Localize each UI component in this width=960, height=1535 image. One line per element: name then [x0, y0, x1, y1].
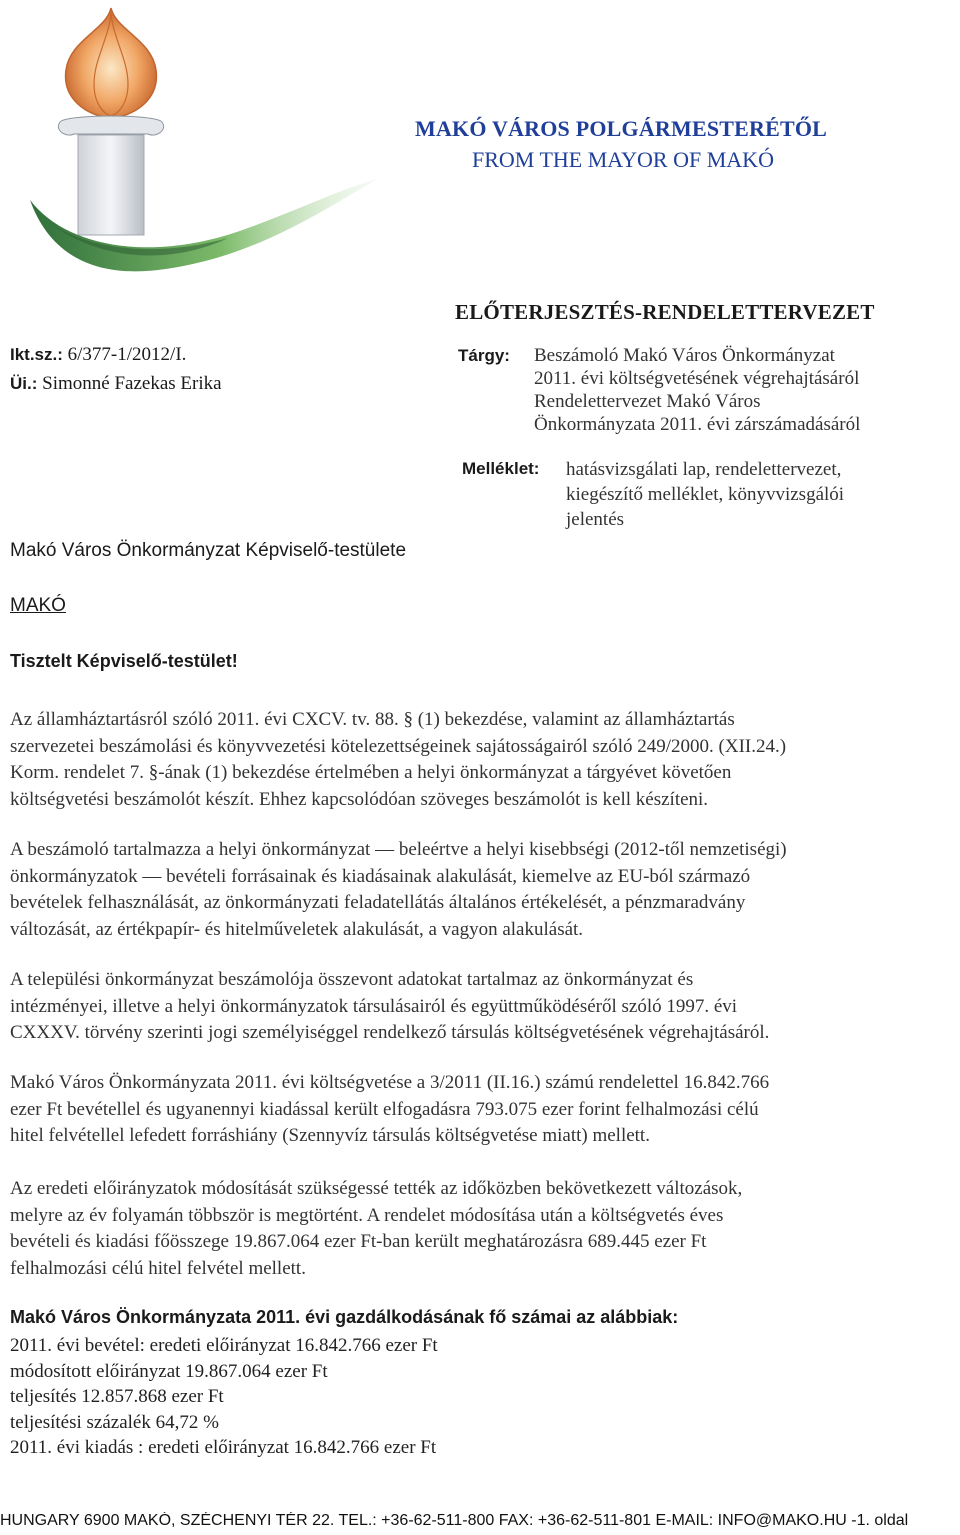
document-title: ELŐTERJESZTÉS-RENDELETTERVEZET — [455, 300, 875, 324]
summary-line: módosított előirányzat 19.867.064 ezer Ft — [10, 1360, 328, 1382]
paragraph-line: Korm. rendelet 7. §-ának (1) bekezdése értelmében a helyi önkormányzat a tárgyévet követően — [10, 762, 732, 783]
paragraph-line: bevételek felhasználását, az önkormányzati feladatellátás általános értékelését, a pénzmaradvány — [10, 892, 746, 913]
summary-list — [10, 1333, 438, 1461]
summary-line: 2011. évi bevétel: eredeti előirányzat 16.842.766 ezer Ft — [10, 1335, 438, 1356]
paragraph-line: hitel felvétellel lefedett forráshiány (Szennyvíz társulás költségvetése miatt) mellett. — [10, 1125, 650, 1146]
case-officer-label: Üi.: — [10, 374, 38, 393]
paragraph-line: Az államháztartásról szóló 2011. évi CXCV. tv. 88. § (1) bekezdése, valamint az államháztartás — [10, 709, 735, 730]
paragraph-1 — [10, 707, 910, 813]
paragraph-line: bevételi és kiadási főösszege 19.867.064 ezer Ft-ban került meghatározásra 689.445 ezer Ft — [10, 1231, 707, 1252]
paragraph-2 — [10, 837, 910, 943]
paragraph-line: A települési önkormányzat beszámolója összevont adatokat tartalmaz az önkormányzat és — [10, 969, 694, 990]
paragraph-line: ezer Ft bevétellel és ugyanennyi kiadással került elfogadásra 793.075 ezer forint felhalmozási célú — [10, 1098, 759, 1120]
summary-line: teljesítési százalék 64,72 % — [10, 1411, 219, 1433]
reference-number-value: 6/377-1/2012/I. — [67, 344, 187, 365]
paragraph-line: Makó Város Önkormányzata 2011. évi költségvetése a 3/2011 (II.16.) számú rendelettel 16.842.766 — [10, 1072, 770, 1093]
subject-line: 2011. évi költségvetésének végrehajtásáról — [534, 368, 860, 389]
salutation: Tisztelt Képviselő-testület! — [10, 651, 238, 671]
addressee-body: Makó Város Önkormányzat Képviselő-testülete — [10, 540, 407, 561]
paragraph-line: változását, az értékpapír- és hitelműveletek alakulását, a vagyon alakulását. — [10, 918, 584, 940]
summary-line: 2011. évi kiadás : eredeti előirányzat 16.842.766 ezer Ft — [10, 1437, 437, 1458]
subject-value — [534, 344, 860, 436]
reference-number-label: Ikt.sz.: — [10, 345, 63, 364]
paragraph-3 — [10, 967, 910, 1047]
paragraph-line: önkormányzatok — bevételi forrásainak és kiadásainak alakulását, kiemelve az EU-ból származó — [10, 865, 751, 887]
subject-line: Beszámoló Makó Város Önkormányzat — [534, 345, 835, 366]
attachment-label: Melléklet: — [462, 459, 540, 478]
attachment-line: hatásvizsgálati lap, rendelettervezet, — [566, 459, 842, 480]
paragraph-line: szervezetei beszámolási és könyvvezetési kötelezettségeinek sajátosságairól szóló 249/2000. (XII.24.) — [10, 735, 787, 757]
mayor-header: MAKÓ VÁROS POLGÁRMESTERÉTŐL — [415, 116, 828, 141]
attachment-value — [566, 457, 844, 532]
city-logo — [8, 0, 388, 300]
case-officer-value: Simonné Fazekas Erika — [42, 373, 222, 394]
attachment-line: jelentés — [566, 509, 625, 530]
paragraph-line: CXXXV. törvény szerinti jogi személyiséggel rendelkező társulás költségvetésének végrehajtásáról. — [10, 1022, 770, 1043]
paragraph-4 — [10, 1070, 910, 1150]
subject-line: Önkormányzata 2011. évi zárszámadásáról — [534, 414, 861, 435]
page-footer: HUNGARY 6900 MAKÓ, SZÉCHENYI TÉR 22. TEL.: +36-62-511-800 FAX: +36-62-511-801 E-MAIL: INFO@MAKO.HU -1. oldal — [0, 1512, 909, 1529]
addressee-city: MAKÓ — [10, 595, 66, 616]
reference-number — [10, 344, 186, 366]
paragraph-line: intézményei, illetve a helyi önkormányzatok társulásairól és együttműködéséről szóló 1997. évi — [10, 995, 738, 1017]
paragraph-line: Az eredeti előirányzatok módosítását szükségessé tették az időközben bekövetkezett változások, — [10, 1178, 743, 1199]
attachment-line: kiegészítő melléklet, könyvvizsgálói — [566, 484, 845, 505]
paragraph-line: A beszámoló tartalmazza a helyi önkormányzat — beleértve a helyi kisebbségi (2012-től nemzetiségi) — [10, 839, 787, 860]
mayor-header-english: FROM THE MAYOR OF MAKÓ — [472, 147, 774, 172]
summary-line: teljesítés 12.857.868 ezer Ft — [10, 1386, 224, 1407]
paragraph-line: felhalmozási célú hitel felvétel mellett. — [10, 1257, 306, 1279]
subject-line: Rendelettervezet Makó Város — [534, 391, 761, 412]
paragraph-line: melyre az év folyamán többször is megtörtént. A rendelet módosítása után a költségvetés éves — [10, 1204, 724, 1226]
paragraph-5 — [10, 1176, 910, 1282]
paragraph-line: költségvetési beszámolót készít. Ehhez kapcsolódóan szöveges beszámolót is kell készíteni. — [10, 788, 709, 810]
summary-heading: Makó Város Önkormányzata 2011. évi gazdálkodásának fő számai az alábbiak: — [10, 1307, 679, 1327]
subject-label: Tárgy: — [458, 346, 510, 365]
case-officer — [10, 373, 222, 395]
